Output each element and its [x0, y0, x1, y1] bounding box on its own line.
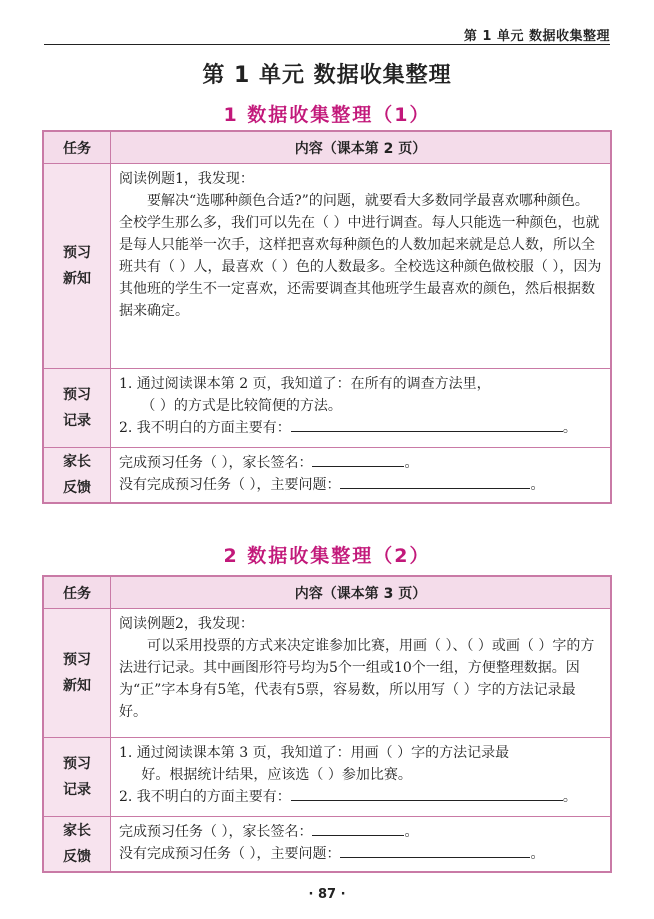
preview-intro: 阅读例题1，我发现：: [119, 171, 254, 187]
preview-paragraph: 可以采用投票的方式来决定谁参加比赛，用画（ ）、（ ）或画（ ）字的方法进行记录。其中画图形符号均为5个一组或10个一组，方便整理数据。因为“正”字本身有5笔，代表有5票，容易数，所以用写（ ）字的方法记录最好。: [119, 638, 595, 720]
preview-new-row: [43, 609, 611, 738]
record-item-1: 1. 通过阅读课本第 3 页，我知道了：用画（ ）字的方法记录最: [119, 745, 510, 761]
header-rule: [44, 44, 610, 45]
problem-blank[interactable]: [340, 474, 530, 489]
task-column-header: 任务: [43, 576, 111, 609]
answer-line[interactable]: [291, 417, 563, 432]
section-2-table: [42, 575, 612, 873]
record-item-1-cont: 好。根据统计结果，应该选（ ）参加比赛。: [141, 767, 412, 783]
preview-record-row: [43, 738, 611, 817]
parent-feedback-row: [43, 448, 611, 504]
preview-new-content: [111, 609, 612, 738]
problem-blank[interactable]: [340, 843, 530, 858]
section-1-table: [42, 130, 612, 504]
section-1-title: 1 数据收集整理（1）: [223, 104, 431, 126]
table-header-row: [43, 131, 611, 164]
record-item-2: 2. 我不明白的方面主要有： 。: [119, 417, 602, 439]
answer-line[interactable]: [291, 786, 563, 801]
section-2-title: 2 数据收集整理（2）: [223, 545, 431, 567]
parent-feedback-label: 家长 反馈: [43, 817, 111, 873]
running-head: [0, 0, 654, 46]
preview-new-content: [111, 164, 612, 369]
signature-blank[interactable]: [312, 821, 404, 836]
content-column-header: 内容（课本第 3 页）: [111, 576, 612, 609]
parent-signature-line: 完成预习任务（ ），家长签名： 。: [119, 452, 602, 474]
parent-problem-line: 没有完成预习任务（ ），主要问题： 。: [119, 474, 602, 496]
preview-record-label: 预习 记录: [43, 738, 111, 817]
task-column-header: 任务: [43, 131, 111, 164]
unit-title: 第 1 单元 数据收集整理: [202, 63, 452, 88]
running-head-text: 第 1 单元 数据收集整理: [463, 29, 610, 44]
record-item-1-cont: （ ）的方式是比较简便的方法。: [141, 398, 342, 414]
preview-new-label: 预习 新知: [43, 164, 111, 369]
content-column-header: 内容（课本第 2 页）: [111, 131, 612, 164]
parent-problem-line: 没有完成预习任务（ ），主要问题： 。: [119, 843, 602, 865]
table-header-row: [43, 576, 611, 609]
parent-feedback-label: 家长 反馈: [43, 448, 111, 504]
preview-record-content: [111, 738, 612, 817]
preview-new-row: [43, 164, 611, 369]
parent-feedback-row: [43, 817, 611, 873]
preview-new-label: 预习 新知: [43, 609, 111, 738]
parent-feedback-content: [111, 817, 612, 873]
preview-record-content: [111, 369, 612, 448]
record-item-1: 1. 通过阅读课本第 2 页，我知道了：在所有的调查方法里，: [119, 376, 491, 392]
preview-paragraph: 要解决“选哪种颜色合适?”的问题，就要看大多数同学最喜欢哪种颜色。全校学生那么多，我们可以先在（ ）中进行调查。每人只能选一种颜色，也就是每人只能举一次手，这样把喜欢每种颜色的人数加起来就是总人数，所以全班共有（ ）人，最喜欢（ ）色的人数最多。全校选这种颜色做校服（ ），因为其他班的学生不一定喜欢，还需要调查其他班学生最喜欢的颜色，然后根据数据来确定。: [119, 193, 602, 319]
record-item-2: 2. 我不明白的方面主要有： 。: [119, 786, 602, 808]
parent-signature-line: 完成预习任务（ ），家长签名： 。: [119, 821, 602, 843]
preview-record-row: [43, 369, 611, 448]
preview-intro: 阅读例题2，我发现：: [119, 616, 254, 632]
parent-feedback-content: [111, 448, 612, 504]
preview-record-label: 预习 记录: [43, 369, 111, 448]
signature-blank[interactable]: [312, 452, 404, 467]
page-number: · 87 ·: [308, 887, 346, 902]
